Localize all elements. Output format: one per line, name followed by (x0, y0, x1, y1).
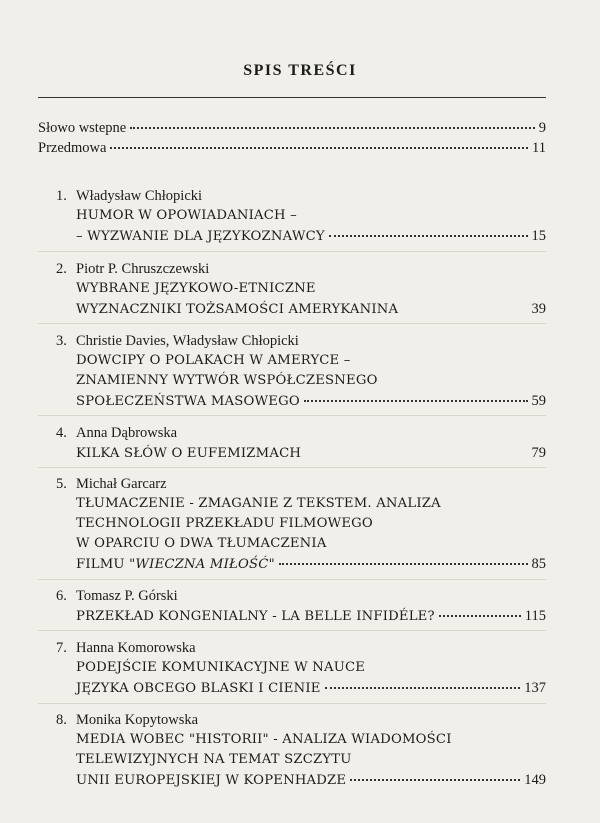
entry-title-text: WYZNACZNIKI TOŻSAMOŚCI AMERYKANINA (76, 302, 399, 317)
author-name: Tomasz P. Górski (76, 588, 178, 604)
page-title: SPIS TREŚCI (243, 62, 357, 79)
entry-title-line: PODEJŚCIE KOMUNIKACYJNE W NAUCE (76, 660, 366, 675)
author-name: Władysław Chłopicki (76, 188, 203, 204)
entry-author (56, 186, 546, 206)
entry-title-line: TELEWIZYJNYCH NA TEMAT SZCZYTU (76, 752, 352, 767)
entry-title-last-line (76, 443, 546, 463)
page-number: 39 (531, 301, 546, 317)
page-number: 115 (524, 608, 546, 624)
page-number: 149 (524, 772, 546, 788)
author-name: Hanna Komorowska (76, 640, 196, 656)
toc-entry-8[interactable] (56, 710, 546, 790)
entry-title-text: UNII EUROPEJSKIEJ W KOPENHADZE (76, 773, 347, 788)
entry-title-last-line (76, 226, 546, 246)
entry-author (56, 259, 546, 279)
author-name: Christie Davies, Władysław Chłopicki (76, 333, 299, 349)
entry-title-line: HUMOR W OPOWIADANIACH – (76, 208, 297, 223)
toc-entry-7[interactable] (56, 638, 546, 698)
entry-title-line: W OPARCIU O DWA TŁUMACZENIA (76, 536, 327, 551)
toc-entry-2[interactable] (56, 259, 546, 319)
entry-title-text: PRZEKŁAD KONGENIALNY - LA BELLE INFIDÉLE? (76, 609, 435, 624)
entry-separator (38, 415, 546, 416)
page-number: 59 (531, 393, 546, 409)
entry-number: 4. (56, 425, 67, 441)
toc-entry-5[interactable] (56, 474, 546, 574)
entry-separator (38, 251, 546, 252)
page-number: 15 (531, 228, 546, 244)
toc-entry-6[interactable] (56, 586, 546, 626)
entry-title-line: WYBRANE JĘZYKOWO-ETNICZNE (76, 281, 316, 296)
entry-title-last-line (76, 299, 546, 319)
entry-number: 7. (56, 640, 67, 656)
entry-title-line: ZNAMIENNY WYTWÓR WSPÓŁCZESNEGO (76, 373, 378, 388)
toc-entry-3[interactable] (56, 331, 546, 411)
page-number: 85 (531, 556, 546, 572)
entry-title-text (76, 555, 275, 575)
front-matter (38, 118, 546, 158)
page-number: 137 (524, 680, 546, 696)
entry-author (56, 331, 546, 351)
entry-title-last-line (76, 678, 546, 698)
entry-number: 8. (56, 712, 67, 728)
entry-title-last-line (76, 770, 546, 790)
front-item-foreword[interactable] (38, 118, 546, 138)
entry-author (56, 423, 546, 443)
toc-entry-1[interactable] (56, 186, 546, 246)
page-number: 9 (538, 120, 546, 136)
entry-title-line: DOWCIPY O POLAKACH W AMERYCE – (76, 353, 351, 368)
title-suffix: " (268, 557, 275, 572)
leader-dots (110, 147, 528, 149)
leader-dots (329, 235, 528, 237)
heading-rule (38, 97, 546, 98)
entry-number: 3. (56, 333, 67, 349)
entry-separator (38, 467, 546, 468)
entry-separator (38, 323, 546, 324)
entry-title-line: MEDIA WOBEC "HISTORII" - ANALIZA WIADOMOŚCI (76, 732, 452, 747)
author-name: Monika Kopytowska (76, 712, 199, 728)
author-name: Piotr P. Chruszczewski (76, 261, 210, 277)
author-name: Anna Dąbrowska (76, 425, 178, 441)
author-name: Michał Garcarz (76, 476, 167, 492)
entry-title-text: – WYZWANIE DLA JĘZYKOZNAWCY (76, 229, 325, 244)
leader-dots (325, 687, 521, 689)
entry-title-last-line (76, 606, 546, 626)
entry-title-text: KILKA SŁÓW O EUFEMIZMACH (76, 446, 302, 461)
front-item-label: Słowo wstepne (38, 120, 127, 136)
entry-title-line: TŁUMACZENIE - ZMAGANIE Z TEKSTEM. ANALIZA (76, 496, 441, 511)
entry-separator (38, 703, 546, 704)
title-prefix: FILMU " (76, 557, 136, 572)
film-title: WIECZNA MIŁOŚĆ (135, 557, 269, 572)
front-item-preface[interactable] (38, 138, 546, 158)
entry-number: 1. (56, 188, 67, 204)
entry-separator (38, 579, 546, 580)
entry-title-text: JĘZYKA OBCEGO BLASKI I CIENIE (76, 681, 321, 696)
toc-entry-4[interactable] (56, 423, 546, 463)
page-number: 11 (532, 140, 546, 156)
entry-number: 2. (56, 261, 67, 277)
entry-number: 5. (56, 476, 67, 492)
page-number: 79 (531, 445, 546, 461)
entry-title-text: SPOŁECZEŃSTWA MASOWEGO (76, 394, 300, 409)
entry-author (56, 710, 546, 730)
entry-title-last-line (76, 554, 546, 574)
entry-title-line: TECHNOLOGII PRZEKŁADU FILMOWEGO (76, 516, 373, 531)
leader-dots (304, 400, 528, 402)
entry-separator (38, 630, 546, 631)
entry-title-last-line (76, 391, 546, 411)
leader-dots (439, 615, 521, 617)
entry-number: 6. (56, 588, 67, 604)
leader-dots (279, 563, 528, 565)
leader-dots (350, 779, 520, 781)
leader-dots (130, 127, 535, 129)
entry-author (56, 474, 546, 494)
entry-author (56, 638, 546, 658)
entry-author (56, 586, 546, 606)
front-item-label: Przedmowa (38, 140, 107, 156)
